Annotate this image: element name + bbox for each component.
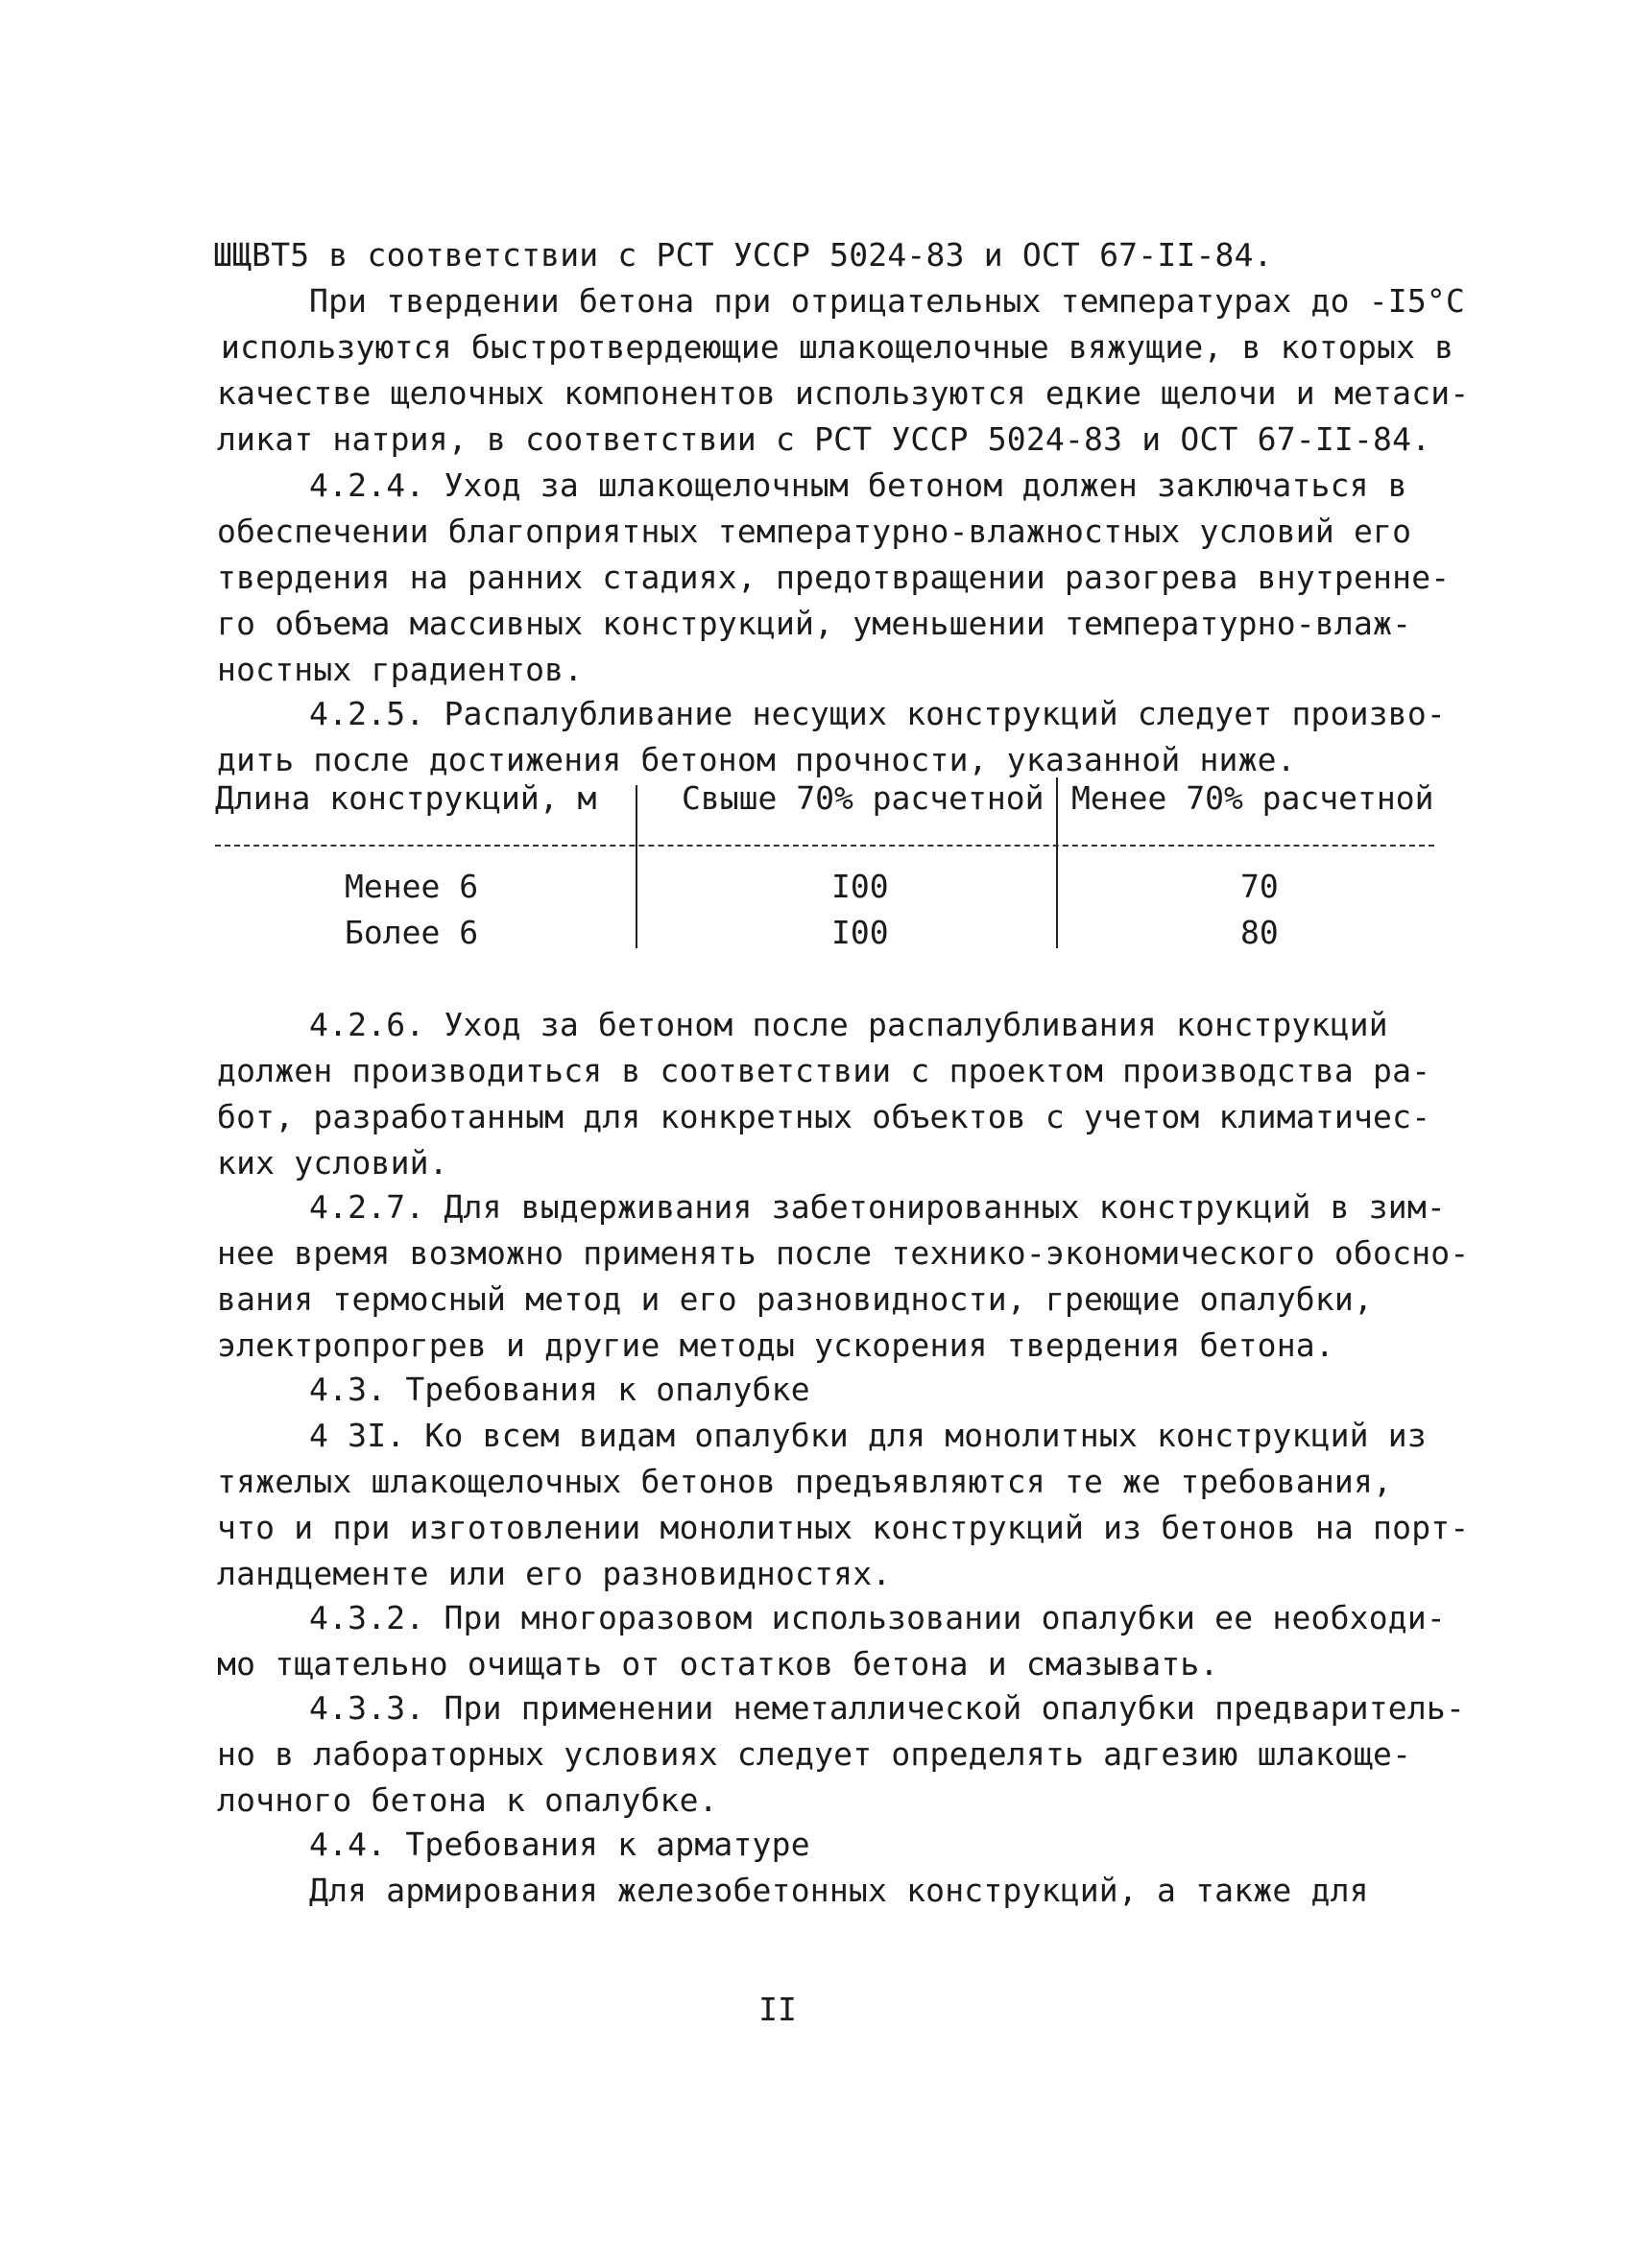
table-header-under-70: Менее 70% расчетной: [1071, 779, 1434, 817]
text-line: качестве щелочных компонентов используются едкие щелочи и метаси-: [217, 374, 1470, 412]
text-line: 4.2.4. Уход за шлакощелочным бетоном должен заключаться в: [309, 466, 1407, 504]
page-number: II: [758, 1991, 797, 2028]
text-line: дить после достижения бетоном прочности, указанной ниже.: [217, 741, 1296, 778]
table-cell: 70: [1240, 868, 1279, 905]
strength-table: [215, 768, 1444, 960]
text-line: го объема массивных конструкций, уменьшении температурно-влаж-: [217, 605, 1412, 642]
text-line: но в лабораторных условиях следует определять адгезию шлакоще-: [217, 1735, 1412, 1773]
text-line: твердения на ранних стадиях, предотвращении разогрева внутренне-: [217, 559, 1451, 596]
table-header-rule: [215, 845, 1434, 847]
table-divider: [636, 785, 637, 948]
text-line: нее время возможно применять после технико-экономического обосно-: [217, 1234, 1470, 1272]
text-line: мо тщательно очищать от остатков бетона и смазывать.: [217, 1645, 1219, 1683]
text-line: 4 3I. Ко всем видам опалубки для монолитных конструкций из: [309, 1417, 1427, 1454]
text-line: ностных градиентов.: [217, 651, 584, 688]
text-line: вания термосный метод и его разновидности, греющие опалубки,: [217, 1280, 1374, 1318]
table-cell: I00: [831, 868, 889, 905]
text-line: обеспечении благоприятных температурно-влажностных условий его: [217, 513, 1412, 550]
text-line: ландцементе или его разновидностях.: [217, 1555, 892, 1592]
table-cell: Более 6: [345, 914, 479, 951]
table-header-over-70: Свыше 70% расчетной: [682, 779, 1045, 817]
section-heading: 4.3. Требования к опалубке: [309, 1371, 810, 1408]
text-line: тяжелых шлакощелочных бетонов предъявляются те же требования,: [217, 1463, 1393, 1500]
table-divider: [1056, 777, 1058, 948]
text-line: лочного бетона к опалубке.: [217, 1781, 718, 1819]
table-cell: Менее 6: [345, 868, 479, 905]
section-heading: 4.4. Требования к арматуре: [309, 1826, 810, 1863]
text-line: ШЩВТ5 в соответствии с РСТ УССР 5024-83 и ОСТ 67-II-84.: [213, 236, 1273, 274]
table-cell: I00: [831, 914, 889, 951]
text-line: должен производиться в соответствии с проектом производства ра-: [217, 1052, 1431, 1089]
text-line: Для армирования железобетонных конструкций, а также для: [309, 1872, 1369, 1909]
text-line: что и при изготовлении монолитных конструкций из бетонов на порт-: [217, 1509, 1470, 1546]
text-line: электропрогрев и другие методы ускорения твердения бетона.: [217, 1326, 1334, 1364]
table-cell: 80: [1240, 914, 1279, 951]
text-line: 4.2.5. Распалубливание несущих конструкций следует произво-: [309, 695, 1446, 732]
text-line: бот, разработанным для конкретных объектов с учетом климатичес-: [217, 1098, 1431, 1135]
text-line: используются быстротвердеющие шлакощелочные вяжущие, в которых в: [221, 328, 1454, 366]
text-line: ликат натрия, в соответствии с РСТ УССР 5024-83 и ОСТ 67-II-84.: [217, 420, 1431, 458]
text-line: ких условий.: [217, 1144, 448, 1182]
text-line: 4.2.7. Для выдерживания забетонированных конструкций в зим-: [309, 1188, 1446, 1226]
text-line: 4.2.6. Уход за бетоном после распалубливания конструкций: [309, 1006, 1388, 1043]
text-line: 4.3.2. При многоразовом использовании опалубки ее необходи-: [309, 1599, 1446, 1636]
text-line: 4.3.3. При применении неметаллической опалубки предваритель-: [309, 1689, 1466, 1727]
text-line: При твердении бетона при отрицательных температурах до -I5°C: [309, 282, 1466, 320]
table-header-length: Длина конструкций, м: [215, 779, 597, 817]
